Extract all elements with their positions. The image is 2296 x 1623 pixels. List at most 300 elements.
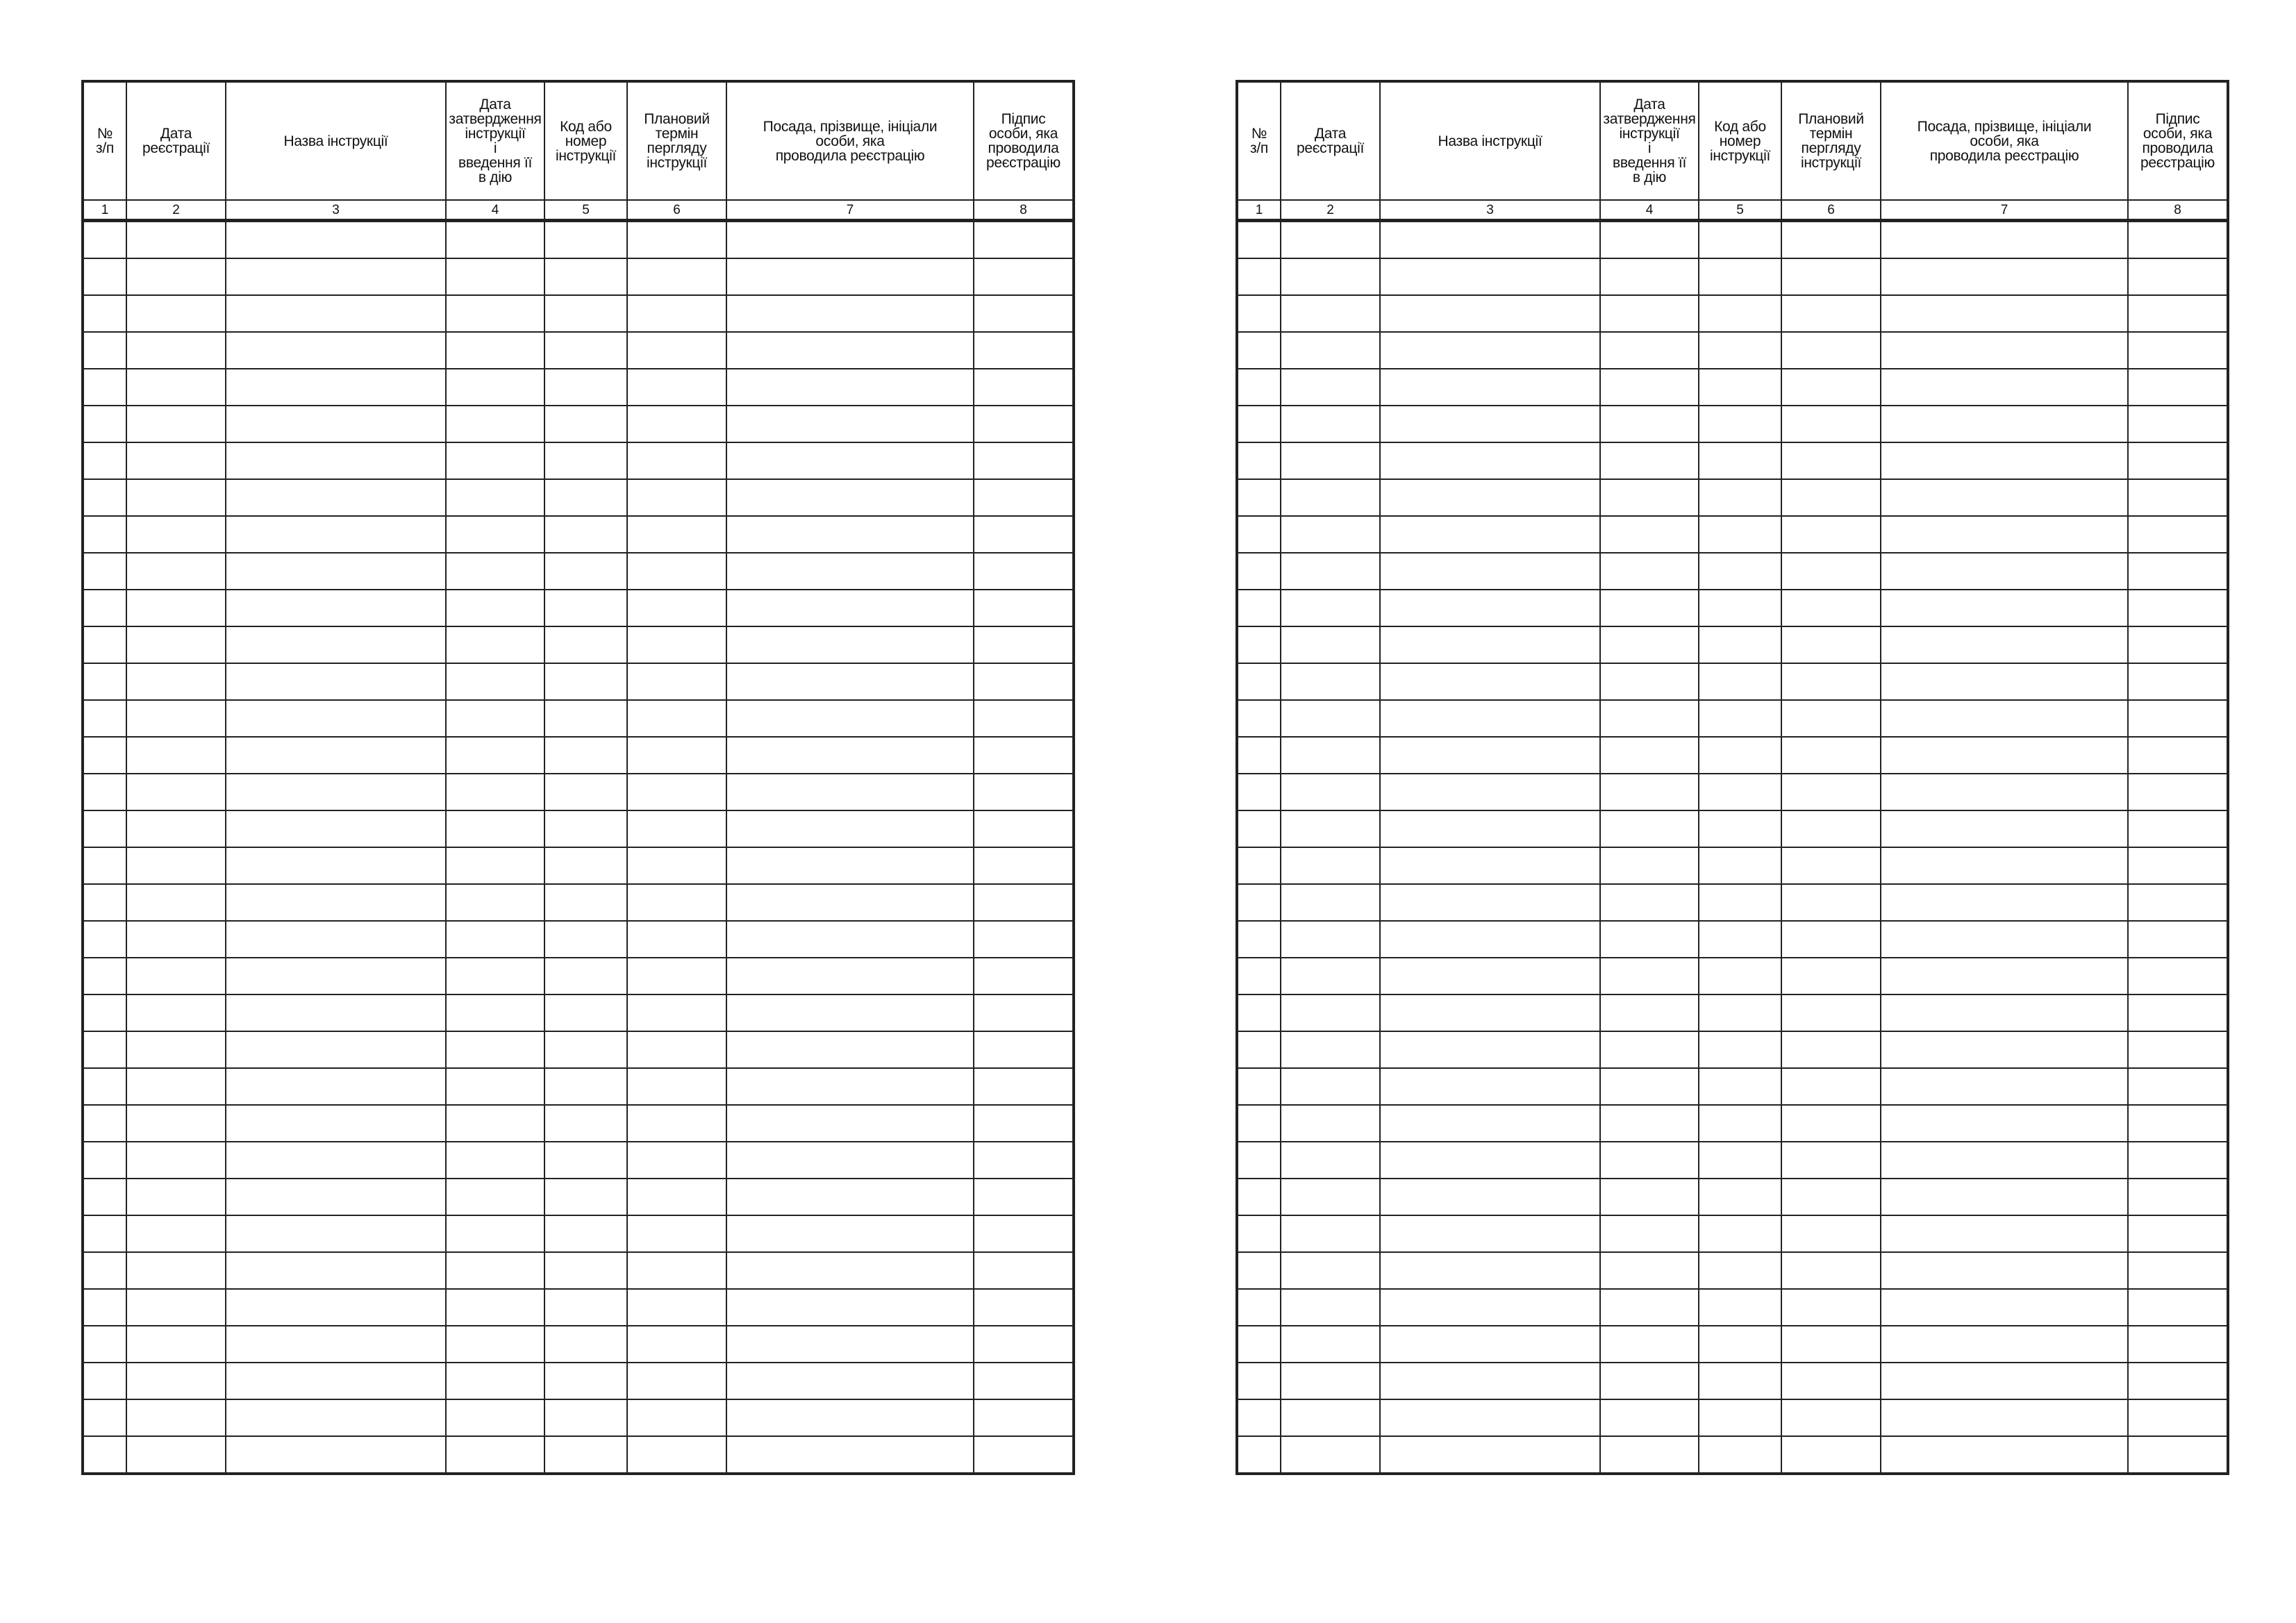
blank-cell xyxy=(974,994,1074,1031)
blank-cell xyxy=(627,442,726,479)
blank-cell xyxy=(1281,663,1380,700)
blank-cell xyxy=(726,1142,974,1179)
blank-cell xyxy=(1781,626,1881,663)
table-row xyxy=(83,1363,1074,1399)
blank-cell xyxy=(83,1068,126,1105)
blank-cell xyxy=(1380,958,1600,994)
blank-cell xyxy=(1781,737,1881,774)
blank-cell xyxy=(1781,1068,1881,1105)
blank-cell xyxy=(544,958,627,994)
table-row xyxy=(1237,737,2228,774)
blank-cell xyxy=(974,258,1074,295)
blank-cell xyxy=(226,626,446,663)
blank-cell xyxy=(83,958,126,994)
blank-cell xyxy=(544,1363,627,1399)
blank-cell xyxy=(1237,1326,1281,1363)
blank-cell xyxy=(627,369,726,406)
blank-cell xyxy=(126,663,226,700)
blank-cell xyxy=(544,921,627,958)
blank-cell xyxy=(1781,663,1881,700)
blank-cell xyxy=(126,1399,226,1436)
blank-cell xyxy=(1237,737,1281,774)
blank-cell xyxy=(1281,479,1380,516)
blank-cell xyxy=(2128,1436,2228,1474)
blank-cell xyxy=(974,1142,1074,1179)
blank-cell xyxy=(83,1031,126,1068)
blank-cell xyxy=(1380,332,1600,369)
col-number: 7 xyxy=(726,200,974,221)
table-row xyxy=(83,884,1074,921)
blank-cell xyxy=(1237,590,1281,626)
blank-cell xyxy=(1380,1363,1600,1399)
blank-cell xyxy=(1237,1031,1281,1068)
blank-cell xyxy=(83,847,126,884)
blank-cell xyxy=(1600,663,1699,700)
blank-cell xyxy=(627,553,726,590)
blank-cell xyxy=(1600,774,1699,810)
blank-cell xyxy=(1237,406,1281,442)
blank-cell xyxy=(726,626,974,663)
blank-cell xyxy=(1281,258,1380,295)
blank-cell xyxy=(726,406,974,442)
blank-cell xyxy=(446,479,544,516)
blank-cell xyxy=(1600,590,1699,626)
blank-cell xyxy=(446,1252,544,1289)
blank-cell xyxy=(974,737,1074,774)
blank-cell xyxy=(1281,295,1380,332)
blank-cell xyxy=(83,590,126,626)
blank-cell xyxy=(446,663,544,700)
col-number: 2 xyxy=(126,200,226,221)
blank-cell xyxy=(1380,1179,1600,1215)
blank-cell xyxy=(1699,884,1781,921)
table-row xyxy=(1237,1215,2228,1252)
blank-cell xyxy=(1699,516,1781,553)
blank-cell xyxy=(83,1105,126,1142)
table-row xyxy=(1237,332,2228,369)
table-row xyxy=(83,1031,1074,1068)
blank-cell xyxy=(2128,626,2228,663)
blank-cell xyxy=(1380,1105,1600,1142)
blank-cell xyxy=(2128,442,2228,479)
table-row xyxy=(1237,774,2228,810)
blank-cell xyxy=(974,295,1074,332)
blank-cell xyxy=(126,626,226,663)
blank-cell xyxy=(1699,921,1781,958)
blank-cell xyxy=(1781,295,1881,332)
blank-cell xyxy=(1881,1215,2128,1252)
blank-cell xyxy=(1380,774,1600,810)
blank-cell xyxy=(1699,553,1781,590)
blank-cell xyxy=(83,221,126,259)
blank-cell xyxy=(974,1436,1074,1474)
blank-cell xyxy=(544,626,627,663)
blank-cell xyxy=(1881,810,2128,847)
blank-cell xyxy=(226,1105,446,1142)
blank-cell xyxy=(1881,700,2128,737)
blank-cell xyxy=(126,1252,226,1289)
blank-cell xyxy=(544,221,627,259)
table-row xyxy=(1237,1363,2228,1399)
blank-cell xyxy=(1237,663,1281,700)
blank-cell xyxy=(2128,479,2228,516)
blank-cell xyxy=(1237,1252,1281,1289)
blank-cell xyxy=(1281,994,1380,1031)
col-number: 8 xyxy=(2128,200,2228,221)
blank-cell xyxy=(126,221,226,259)
blank-cell xyxy=(1781,921,1881,958)
blank-cell xyxy=(1881,737,2128,774)
blank-cell xyxy=(1281,1142,1380,1179)
blank-cell xyxy=(974,700,1074,737)
blank-cell xyxy=(126,406,226,442)
blank-cell xyxy=(446,700,544,737)
col-header-registrar-name: Посада, прізвище, ініціали особи, яка проводила реєстрацію xyxy=(1881,81,2128,200)
blank-cell xyxy=(726,1068,974,1105)
blank-cell xyxy=(446,1142,544,1179)
blank-cell xyxy=(1600,1252,1699,1289)
col-header-review-term: Плановий термін пергляду інструкції xyxy=(1781,81,1881,200)
blank-cell xyxy=(83,332,126,369)
blank-cell xyxy=(1781,774,1881,810)
blank-cell xyxy=(974,1068,1074,1105)
table-row xyxy=(83,1436,1074,1474)
blank-cell xyxy=(1881,1031,2128,1068)
blank-cell xyxy=(226,994,446,1031)
blank-cell xyxy=(446,553,544,590)
col-number: 1 xyxy=(1237,200,1281,221)
blank-cell xyxy=(126,590,226,626)
blank-cell xyxy=(126,1105,226,1142)
blank-cell xyxy=(1881,1399,2128,1436)
blank-cell xyxy=(1237,553,1281,590)
blank-cell xyxy=(226,1363,446,1399)
blank-cell xyxy=(726,663,974,700)
blank-cell xyxy=(627,884,726,921)
blank-cell xyxy=(1699,1179,1781,1215)
register-table-left xyxy=(81,80,1075,1475)
blank-cell xyxy=(1781,884,1881,921)
col-number: 8 xyxy=(974,200,1074,221)
blank-cell xyxy=(1881,921,2128,958)
blank-cell xyxy=(544,442,627,479)
blank-cell xyxy=(726,1179,974,1215)
blank-cell xyxy=(126,921,226,958)
blank-cell xyxy=(974,332,1074,369)
blank-cell xyxy=(1281,1179,1380,1215)
blank-cell xyxy=(544,1142,627,1179)
blank-cell xyxy=(726,958,974,994)
blank-cell xyxy=(1380,663,1600,700)
blank-cell xyxy=(83,737,126,774)
blank-cell xyxy=(1281,626,1380,663)
blank-cell xyxy=(544,884,627,921)
blank-cell xyxy=(446,847,544,884)
blank-cell xyxy=(446,1031,544,1068)
blank-cell xyxy=(627,1436,726,1474)
blank-cell xyxy=(1380,1399,1600,1436)
blank-cell xyxy=(1881,884,2128,921)
blank-cell xyxy=(226,590,446,626)
blank-cell xyxy=(726,810,974,847)
table-row xyxy=(83,958,1074,994)
col-number: 3 xyxy=(226,200,446,221)
blank-cell xyxy=(1237,221,1281,259)
table-row xyxy=(1237,516,2228,553)
blank-cell xyxy=(126,774,226,810)
blank-cell xyxy=(126,700,226,737)
blank-cell xyxy=(83,1363,126,1399)
table-row xyxy=(1237,1179,2228,1215)
blank-cell xyxy=(226,884,446,921)
blank-cell xyxy=(974,626,1074,663)
blank-cell xyxy=(726,1252,974,1289)
blank-cell xyxy=(2128,516,2228,553)
col-header-instruction-code: Код або номер інструкції xyxy=(544,81,627,200)
blank-cell xyxy=(1281,1363,1380,1399)
blank-cell xyxy=(83,442,126,479)
blank-cell xyxy=(1281,1031,1380,1068)
blank-cell xyxy=(627,295,726,332)
blank-cell xyxy=(83,516,126,553)
blank-cell xyxy=(1237,958,1281,994)
blank-cell xyxy=(1600,810,1699,847)
blank-cell xyxy=(627,590,726,626)
blank-cell xyxy=(1781,258,1881,295)
blank-cell xyxy=(627,1105,726,1142)
table-row xyxy=(83,1179,1074,1215)
blank-cell xyxy=(446,1399,544,1436)
table-row xyxy=(83,1068,1074,1105)
blank-cell xyxy=(974,442,1074,479)
blank-cell xyxy=(627,847,726,884)
blank-cell xyxy=(544,590,627,626)
blank-cell xyxy=(1699,1142,1781,1179)
blank-cell xyxy=(974,1399,1074,1436)
blank-cell xyxy=(544,258,627,295)
blank-cell xyxy=(544,332,627,369)
blank-cell xyxy=(1699,479,1781,516)
col-number: 6 xyxy=(1781,200,1881,221)
blank-cell xyxy=(446,994,544,1031)
blank-cell xyxy=(726,884,974,921)
table-row xyxy=(1237,258,2228,295)
blank-cell xyxy=(627,700,726,737)
blank-cell xyxy=(1237,332,1281,369)
blank-cell xyxy=(1781,221,1881,259)
blank-cell xyxy=(83,1215,126,1252)
table-row xyxy=(1237,1399,2228,1436)
blank-cell xyxy=(1380,590,1600,626)
blank-cell xyxy=(1237,1215,1281,1252)
blank-cell xyxy=(1881,479,2128,516)
blank-cell xyxy=(226,442,446,479)
blank-cell xyxy=(1380,553,1600,590)
blank-cell xyxy=(226,700,446,737)
blank-cell xyxy=(1281,958,1380,994)
blank-cell xyxy=(83,921,126,958)
blank-cell xyxy=(1781,406,1881,442)
blank-cell xyxy=(1380,700,1600,737)
blank-cell xyxy=(1380,1289,1600,1326)
col-header-instruction-name: Назва інструкції xyxy=(226,81,446,200)
blank-cell xyxy=(544,1436,627,1474)
blank-cell xyxy=(2128,1326,2228,1363)
blank-cell xyxy=(2128,663,2228,700)
blank-cell xyxy=(544,1326,627,1363)
blank-cell xyxy=(1600,737,1699,774)
blank-cell xyxy=(83,663,126,700)
blank-cell xyxy=(974,774,1074,810)
blank-cell xyxy=(627,479,726,516)
blank-cell xyxy=(446,1289,544,1326)
blank-cell xyxy=(226,847,446,884)
blank-cell xyxy=(544,369,627,406)
blank-cell xyxy=(126,1068,226,1105)
blank-cell xyxy=(226,1142,446,1179)
blank-cell xyxy=(1281,221,1380,259)
blank-cell xyxy=(1881,774,2128,810)
blank-cell xyxy=(627,994,726,1031)
table-row xyxy=(83,1142,1074,1179)
blank-cell xyxy=(726,1326,974,1363)
blank-cell xyxy=(1281,1068,1380,1105)
blank-cell xyxy=(1699,1326,1781,1363)
table-row xyxy=(1237,994,2228,1031)
blank-cell xyxy=(1781,958,1881,994)
blank-cell xyxy=(726,847,974,884)
blank-cell xyxy=(446,774,544,810)
blank-cell xyxy=(446,332,544,369)
blank-cell xyxy=(1600,406,1699,442)
blank-cell xyxy=(627,1215,726,1252)
table-row xyxy=(83,774,1074,810)
blank-cell xyxy=(1699,442,1781,479)
blank-cell xyxy=(1881,590,2128,626)
blank-cell xyxy=(2128,737,2228,774)
blank-cell xyxy=(2128,258,2228,295)
blank-cell xyxy=(1281,442,1380,479)
blank-cell xyxy=(1600,700,1699,737)
table-row xyxy=(1237,847,2228,884)
blank-cell xyxy=(2128,1399,2228,1436)
blank-cell xyxy=(2128,774,2228,810)
table-row xyxy=(1237,1289,2228,1326)
blank-cell xyxy=(1237,847,1281,884)
blank-cell xyxy=(1781,516,1881,553)
blank-cell xyxy=(1281,737,1380,774)
blank-cell xyxy=(974,1215,1074,1252)
blank-cell xyxy=(544,1031,627,1068)
blank-cell xyxy=(226,774,446,810)
blank-cell xyxy=(1281,774,1380,810)
blank-cell xyxy=(226,221,446,259)
header-row xyxy=(83,81,1074,200)
blank-cell xyxy=(974,1289,1074,1326)
blank-cell xyxy=(1380,295,1600,332)
blank-cell xyxy=(1781,1289,1881,1326)
blank-cell xyxy=(2128,590,2228,626)
blank-cell xyxy=(1781,1399,1881,1436)
blank-cell xyxy=(1881,1289,2128,1326)
col-header-approval-date: Дата затвердження інструкції і введення її в дію xyxy=(1600,81,1699,200)
blank-cell xyxy=(226,553,446,590)
blank-cell xyxy=(2128,884,2228,921)
blank-cell xyxy=(2128,1363,2228,1399)
table-row xyxy=(1237,1068,2228,1105)
blank-cell xyxy=(126,1142,226,1179)
blank-cell xyxy=(1881,958,2128,994)
table-row xyxy=(83,590,1074,626)
col-number: 5 xyxy=(1699,200,1781,221)
blank-cell xyxy=(1237,810,1281,847)
blank-cell xyxy=(126,994,226,1031)
blank-cell xyxy=(974,479,1074,516)
blank-cell xyxy=(1380,1031,1600,1068)
blank-cell xyxy=(1380,1142,1600,1179)
blank-cell xyxy=(974,406,1074,442)
blank-cell xyxy=(1699,1289,1781,1326)
blank-cell xyxy=(1600,442,1699,479)
blank-cell xyxy=(627,258,726,295)
blank-cell xyxy=(1781,1105,1881,1142)
blank-cell xyxy=(1281,1215,1380,1252)
blank-cell xyxy=(1380,1215,1600,1252)
table-row xyxy=(1237,295,2228,332)
table-row xyxy=(83,1252,1074,1289)
blank-cell xyxy=(126,369,226,406)
table-row xyxy=(83,994,1074,1031)
blank-cell xyxy=(1699,774,1781,810)
blank-cell xyxy=(1281,332,1380,369)
blank-cell xyxy=(544,810,627,847)
blank-cell xyxy=(226,258,446,295)
table-row xyxy=(83,810,1074,847)
blank-cell xyxy=(2128,332,2228,369)
table-row xyxy=(1237,442,2228,479)
blank-cell xyxy=(1237,1179,1281,1215)
blank-cell xyxy=(83,1326,126,1363)
blank-cell xyxy=(627,737,726,774)
blank-cell xyxy=(1881,1363,2128,1399)
table-row xyxy=(83,663,1074,700)
blank-cell xyxy=(446,1215,544,1252)
table-row xyxy=(1237,958,2228,994)
blank-cell xyxy=(544,295,627,332)
blank-cell xyxy=(726,700,974,737)
blank-cell xyxy=(1237,369,1281,406)
blank-cell xyxy=(126,1215,226,1252)
blank-cell xyxy=(1600,1105,1699,1142)
table-row xyxy=(83,737,1074,774)
blank-cell xyxy=(1281,847,1380,884)
blank-cell xyxy=(1781,590,1881,626)
blank-cell xyxy=(1281,810,1380,847)
blank-cell xyxy=(2128,994,2228,1031)
blank-cell xyxy=(1881,626,2128,663)
blank-cell xyxy=(974,663,1074,700)
blank-cell xyxy=(126,295,226,332)
blank-cell xyxy=(627,958,726,994)
blank-cell xyxy=(226,1215,446,1252)
blank-cell xyxy=(1699,737,1781,774)
table-row xyxy=(83,700,1074,737)
table-row xyxy=(1237,921,2228,958)
blank-cell xyxy=(974,1326,1074,1363)
blank-cell xyxy=(126,1326,226,1363)
blank-cell xyxy=(1380,737,1600,774)
table-row xyxy=(1237,1031,2228,1068)
